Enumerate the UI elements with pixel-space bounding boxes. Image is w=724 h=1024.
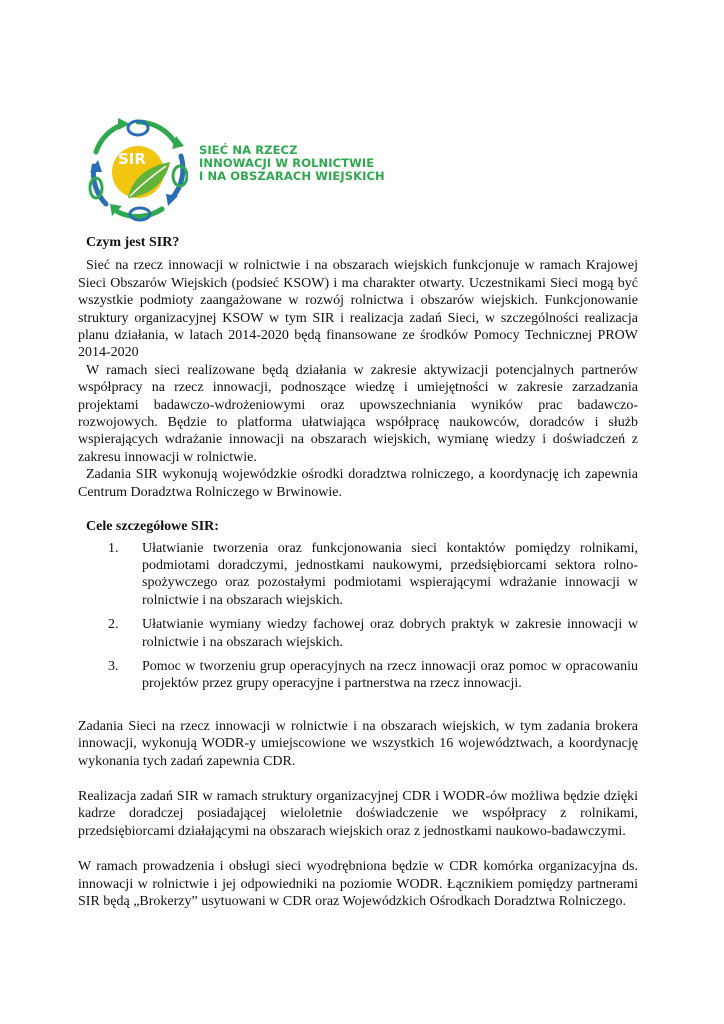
section-heading-what-is-sir: Czym jest SIR? xyxy=(86,235,180,250)
list-item-text: Ułatwianie tworzenia oraz funkcjonowania sieci kontaktów pomiędzy rolnikami, podmiotami doradczymi, jednostkami naukowymi, przedsiębiorcami sektora rolno-spożywczego oraz pozostałymi podmiotami wspierającymi wdrażanie innowacji w rolnictwie i na obszarach wiejskich. xyxy=(142,540,638,608)
list-item-number: 3. xyxy=(108,658,119,674)
logo-wordmark xyxy=(199,144,385,183)
logo-acronym: SIR xyxy=(118,150,146,168)
goals-list xyxy=(78,540,638,693)
list-item xyxy=(78,616,638,651)
paragraph: W ramach prowadzenia i obsługi sieci wyodrębniona będzie w CDR komórka organizacyjna ds. innowacji w rolnictwie i jej odpowiedniki na poziomie WODR. Łącznikiem pomiędzy partnerami SIR będą „Brokerzy” usytuowani w CDR oraz Wojewódzkich Ośrodkach Doradztwa Rolniczego. xyxy=(78,859,638,909)
list-item-text: Pomoc w tworzeniu grup operacyjnych na rzecz innowacji oraz pomoc w opracowaniu projektów przez grupy operacyjne i partnerstwa na rzecz innowacji. xyxy=(142,658,638,692)
paragraph: Realizacja zadań SIR w ramach struktury organizacyjnej CDR i WODR-ów możliwa będzie dzięki kadrze doradczej posiadającej wieloletnie doświadczenie we współpracy z rolnikami, przedsiębiorcami działającymi na obszarach wiejskich oraz z jednostkami naukowo-badawczymi. xyxy=(78,788,638,839)
paragraph: Zadania Sieci na rzecz innowacji w rolnictwie i na obszarach wiejskich, w tym zadania brokera innowacji, wykonują WODR-y umiejscowione we wszystkich 16 województwach, a koordynację wykonania tych zadań zapewnia CDR. xyxy=(78,718,638,769)
list-item-number: 1. xyxy=(108,540,119,556)
logo-line: I NA OBSZARACH WIEJSKICH xyxy=(199,169,385,183)
section-heading-goals: Cele szczegółowe SIR: xyxy=(86,519,219,535)
list-item-text: Ułatwianie wymiany wiedzy fachowej oraz dobrych praktyk w zakresie innowacji w rolnictwie i na obszarach wiejskich. xyxy=(142,617,638,650)
list-item xyxy=(78,658,638,693)
sir-logo-icon xyxy=(88,116,188,222)
list-item-number: 2. xyxy=(108,617,119,633)
paragraph: Sieć na rzecz innowacji w rolnictwie i na obszarach wiejskich funkcjonuje w ramach Krajowej Sieci Obszarów Wiejskich (podsieć KSOW) i ma charakter otwarty. Uczestnikami Sieci mogą być wszystkie podmioty zaangażowane w rozwój rolnictwa i obszarów wiejskich. Funkcjonowanie struktury organizacyjnej KSOW w tym SIR i realizacja zadań Sieci, w szczególności realizacja planu działania, w latach 2014-2020 będą finansowane ze środków Pomocy Technicznej PROW 2014-2020 xyxy=(78,258,638,361)
logo-line: SIEĆ NA RZECZ xyxy=(199,143,298,157)
paragraph: W ramach sieci realizowane będą działania w zakresie aktywizacji potencjalnych partnerów współpracy na rzecz innowacji, podnoszące wiedzę i umiejętności w zakresie zarzadzania projektami badawczo-wdrożeniowymi oraz upowszechniania wyników prac badawczo-rozwojowych. Będzie to platforma ułatwiająca współpracę naukowców, doradców i służb wspierających wdrażanie innowacji na obszarach wiejskich, wymianę wiedzy i doświadczeń z zakresu innowacji w rolnictwie. xyxy=(78,362,638,465)
sir-logo xyxy=(88,116,385,226)
document-body xyxy=(78,234,638,910)
logo-line: INNOWACJI W ROLNICTWIE xyxy=(199,156,375,170)
paragraph: Zadania SIR wykonują wojewódzkie ośrodki doradztwa rolniczego, a koordynację ich zapewnia Centrum Doradztwa Rolniczego w Brwinowie. xyxy=(78,467,638,500)
list-item xyxy=(78,540,638,610)
